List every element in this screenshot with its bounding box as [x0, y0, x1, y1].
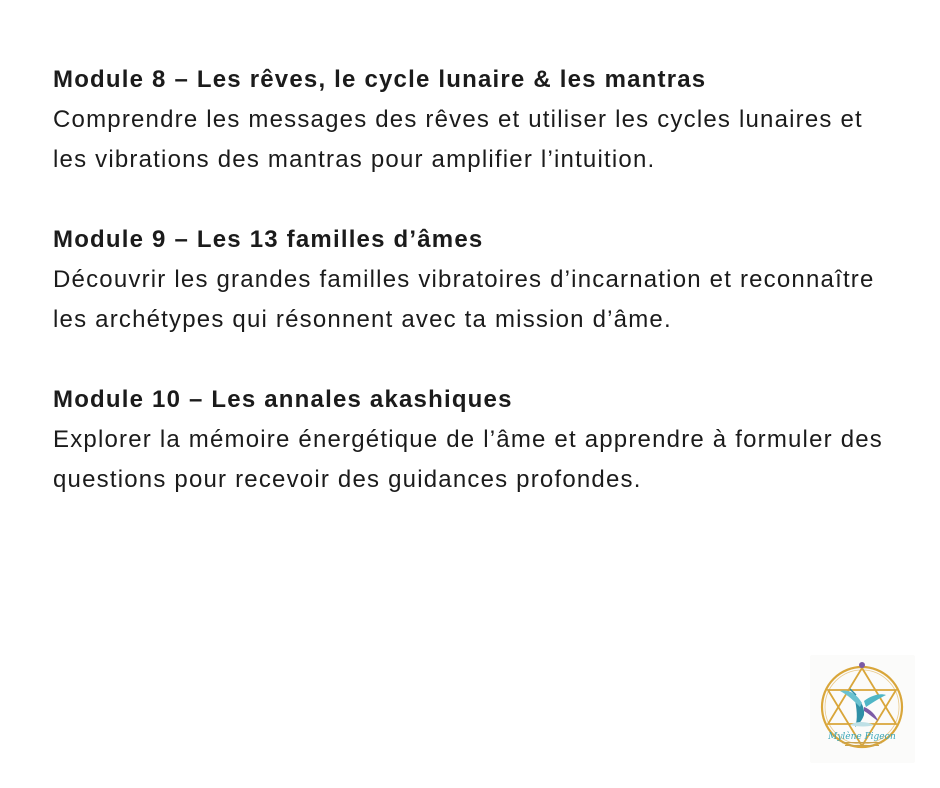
module-description: Comprendre les messages des rêves et utiliser les cycles lunaires et les vibrations des mantras pour amplifier l’intuition.: [53, 106, 863, 173]
module-8: [53, 60, 893, 180]
module-10: [53, 380, 893, 500]
brand-logo: [810, 655, 915, 763]
logo-brand-text: Mylène Pigeon: [828, 732, 896, 742]
hummingbird-star-logo-icon: [810, 655, 915, 763]
module-9: [53, 220, 893, 340]
module-description: Découvrir les grandes familles vibratoires d’incarnation et reconnaître les archétypes qui résonnent avec ta mission d’âme.: [53, 266, 875, 333]
module-title: Module 9 – Les 13 familles d’âmes: [53, 226, 484, 253]
module-title: Module 8 – Les rêves, le cycle lunaire & les mantras: [53, 66, 707, 93]
modules-list: [53, 60, 893, 540]
module-description: Explorer la mémoire énergétique de l’âme et apprendre à formuler des questions pour recevoir des guidances profondes.: [53, 426, 883, 493]
module-title: Module 10 – Les annales akashiques: [53, 386, 513, 413]
